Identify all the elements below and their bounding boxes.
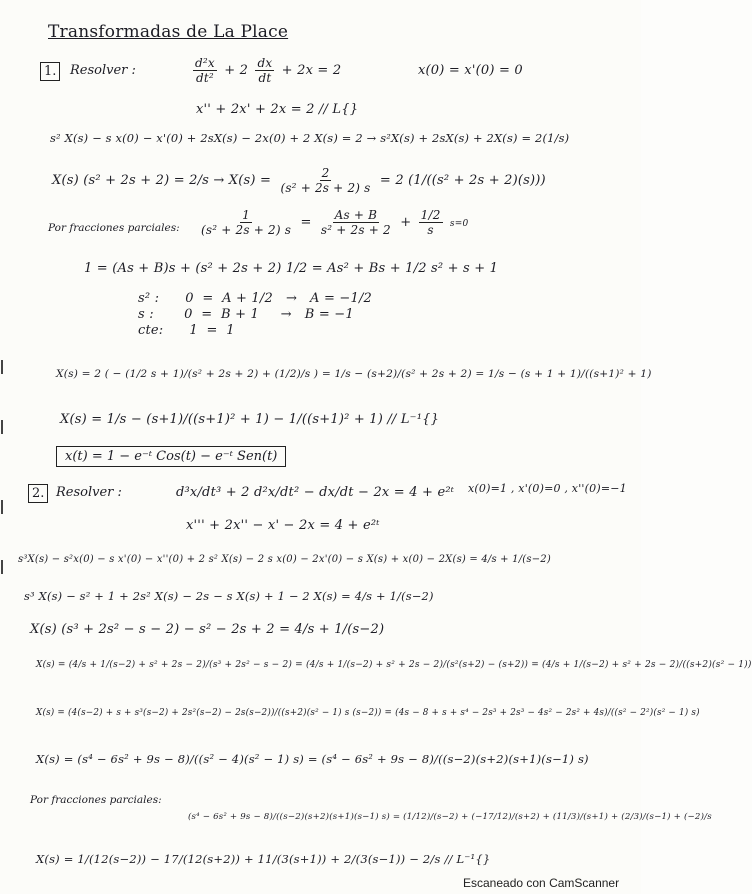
p1-answer-box: x(t) = 1 − e⁻ᵗ Cos(t) − e⁻ᵗ Sen(t) (56, 446, 286, 467)
p1-partial-fractions (196, 208, 468, 237)
eq-num-2: dx (257, 56, 273, 70)
problem-1-label: Resolver : (70, 63, 136, 78)
scan-margin-mark (1, 420, 3, 434)
p2-partial-fractions-label: Por fracciones parciales: (30, 794, 162, 806)
p2-line-8: (s⁴ − 6s² + 9s − 8)/((s−2)(s+2)(s+1)(s−1) s) = (1/12)/(s−2) + (−17/12)/(s+2) + (11/3)/(s+1) + (2/3)/(s−1) + (−2)/s (188, 812, 712, 822)
p1-coef-1: s² : 0 = A + 1/2 → A = −1/2 (138, 291, 372, 306)
pf-equals: = (300, 215, 312, 230)
problem-1-equation (190, 56, 341, 85)
p2-line-9: X(s) = 1/(12(s−2)) − 17/(12(s+2)) + 11/(3(s+1)) + 2/(3(s−1)) − 2/s // L⁻¹{} (36, 852, 491, 866)
p2-line-6: X(s) = (4(s−2) + s + s³(s−2) + 2s²(s−2) − 2s(s−2))/((s+2)(s² − 1) s (s−2)) = (4s − 8 + s + s⁴ − 2s³ + 2s³ − 4s² − 2s² + 4s)/((s² − 2²)(s² − 1) s) (36, 708, 700, 718)
scan-margin-mark (1, 560, 3, 574)
pf-den-2: s² + 2s + 2 (320, 223, 391, 237)
scanner-watermark: Escaneado con CamScanner (463, 876, 620, 890)
p1-partial-fractions-label: Por fracciones parciales: (48, 222, 180, 234)
pf-num-2: As + B (334, 208, 378, 222)
pf-eval-point: s=0 (449, 219, 469, 229)
problem-1-initial-conditions: x(0) = x'(0) = 0 (418, 63, 523, 78)
pf-den-3: s (427, 223, 434, 237)
eq-mid: + 2 (224, 63, 249, 78)
p1-coef-3: cte: 1 = 1 (138, 323, 235, 338)
scan-margin-mark (1, 500, 3, 514)
p1-line-6: X(s) = 1/s − (s+1)/((s+1)² + 1) − 1/((s+1)² + 1) // L⁻¹{} (60, 412, 440, 427)
eq-num-1: d²x (195, 56, 215, 70)
pf-num: 1 (242, 208, 250, 222)
p1-line-3-num: 2 (321, 166, 330, 180)
p1-line-3a: X(s) (s² + 2s + 2) = 2/s → X(s) = (52, 173, 272, 188)
eq-end: + 2x = 2 (281, 63, 342, 78)
scan-margin-mark (1, 360, 3, 374)
p2-line-2: s³X(s) − s²x(0) − s x'(0) − x''(0) + 2 s² X(s) − 2 s x(0) − 2x'(0) − s X(s) + x(0) − 2X(s) = 4/s + 1/(s−2) (18, 554, 551, 565)
p2-line-1: x''' + 2x'' − x' − 2x = 4 + e²ᵗ (186, 518, 380, 533)
p1-line-5: X(s) = 2 ( − (1/2 s + 1)/(s² + 2s + 2) + (1/2)/s ) = 1/s − (s+2)/(s² + 2s + 2) = 1/s − (s + 1 + 1)/((s+1)² + 1) (56, 368, 652, 380)
problem-2-equation: d³x/dt³ + 2 d²x/dt² − dx/dt − 2x = 4 + e²ᵗ (176, 485, 455, 500)
p1-line-2: s² X(s) − s x(0) − x'(0) + 2sX(s) − 2x(0) + 2 X(s) = 2 → s²X(s) + 2sX(s) + 2X(s) = 2(1/s) (50, 131, 570, 145)
p2-line-3: s³ X(s) − s² + 1 + 2s² X(s) − 2s − s X(s) + 1 − 2 X(s) = 4/s + 1/(s−2) (24, 589, 434, 603)
p2-line-5: X(s) = (4/s + 1/(s−2) + s² + 2s − 2)/(s³ + 2s² − s − 2) = (4/s + 1/(s−2) + s² + 2s − 2)/(s²(s+2) − (s+2)) = (4/s + 1/(s−2) + s² + 2s − 2)/((s+2)(s² − 1)) (36, 660, 752, 670)
p2-line-4: X(s) (s³ + 2s² − s − 2) − s² − 2s + 2 = 4/s + 1/(s−2) (30, 622, 385, 637)
p1-line-1: x'' + 2x' + 2x = 2 // L{} (196, 102, 359, 117)
p1-line-3b: = 2 (1/((s² + 2s + 2)(s))) (379, 173, 546, 188)
page-title: Transformadas de La Place (48, 22, 289, 42)
problem-1-number: 1. (40, 62, 60, 81)
p1-line-3-den: (s² + 2s + 2) s (280, 181, 371, 195)
p1-line-3 (52, 166, 546, 195)
p1-line-4: 1 = (As + B)s + (s² + 2s + 2) 1/2 = As² + Bs + 1/2 s² + s + 1 (84, 261, 499, 276)
problem-2-label: Resolver : (56, 485, 122, 500)
problem-2-number: 2. (28, 484, 48, 503)
eq-den-2: dt (258, 71, 272, 85)
pf-den: (s² + 2s + 2) s (201, 223, 292, 237)
problem-2-initial-conditions: x(0)=1 , x'(0)=0 , x''(0)=−1 (468, 482, 627, 495)
p2-line-7: X(s) = (s⁴ − 6s² + 9s − 8)/((s² − 4)(s² − 1) s) = (s⁴ − 6s² + 9s − 8)/((s−2)(s+2)(s+1)(s−1) s) (36, 752, 589, 766)
eq-den-1: dt² (195, 71, 214, 85)
pf-num-3: 1/2 (420, 208, 441, 222)
pf-plus: + (400, 215, 412, 230)
p1-coef-2: s : 0 = B + 1 → B = −1 (138, 307, 354, 322)
